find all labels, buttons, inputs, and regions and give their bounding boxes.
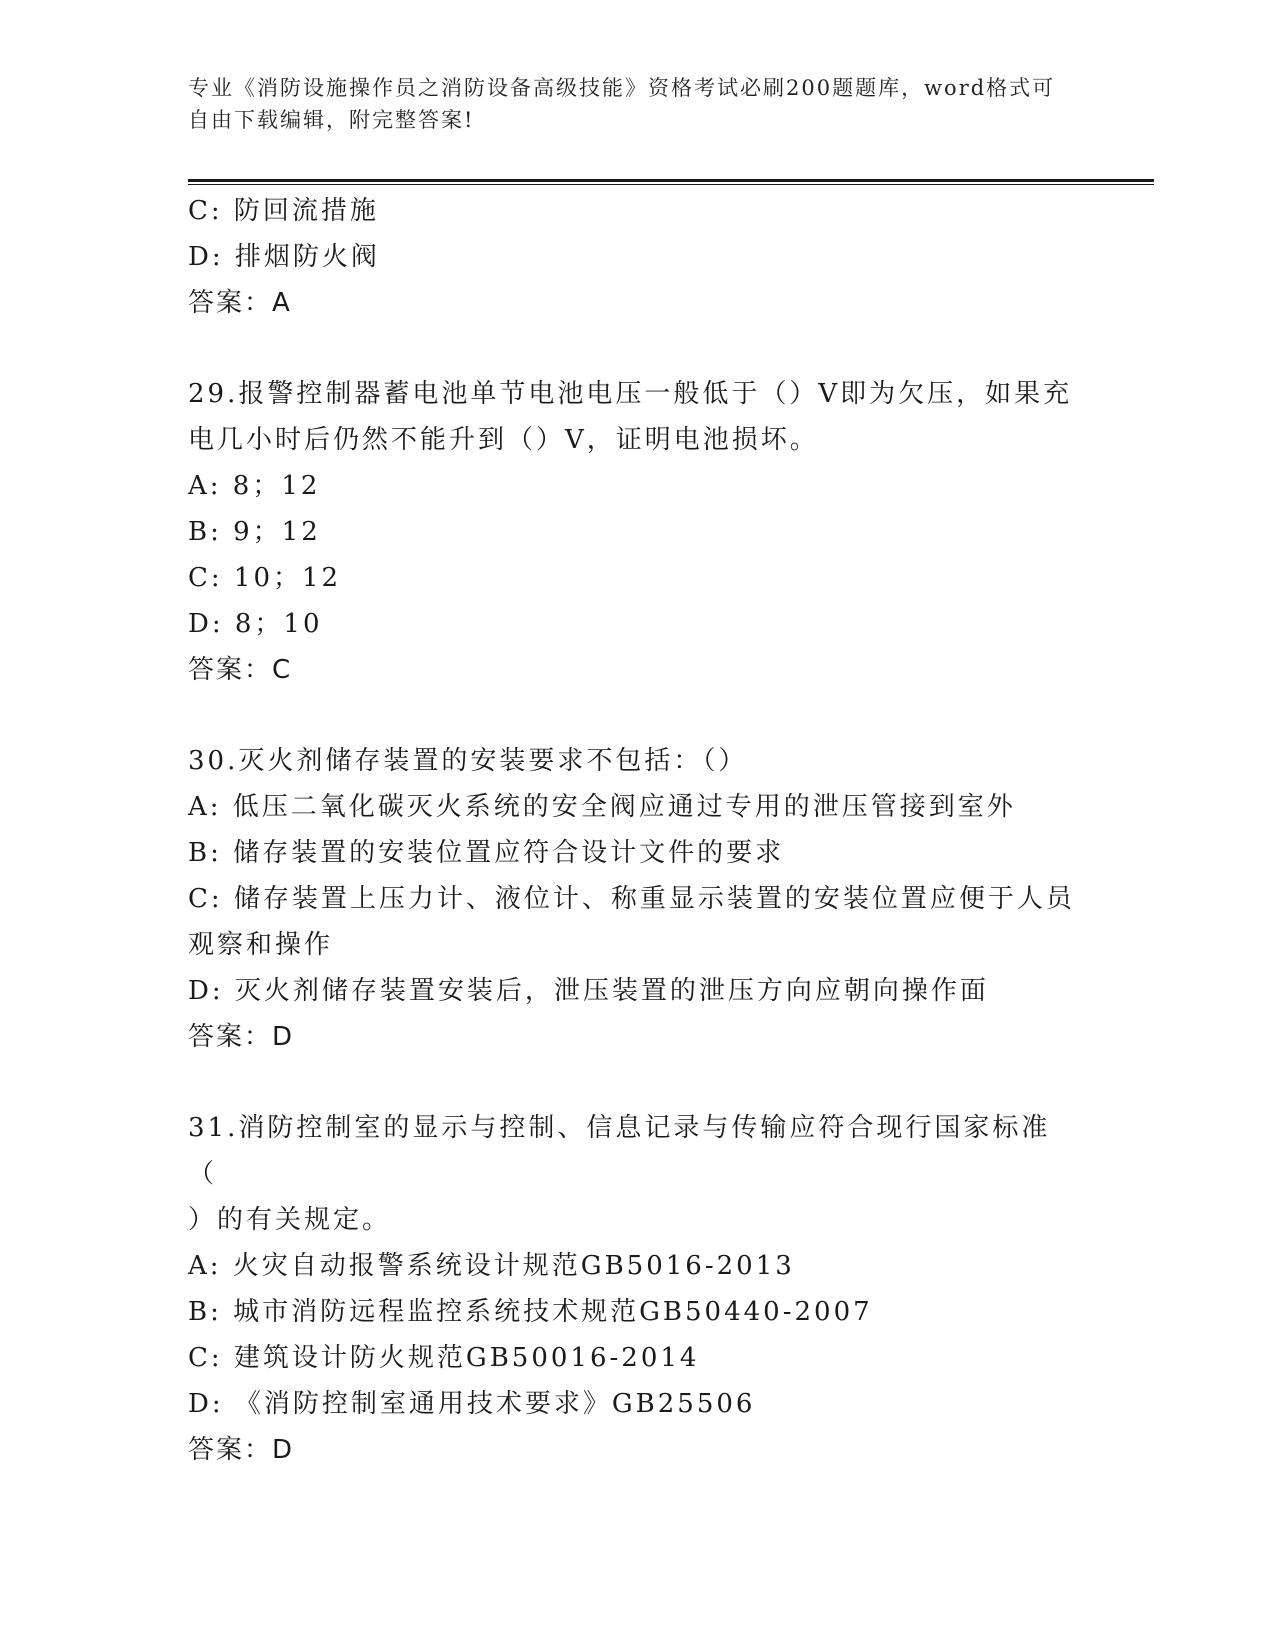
option-b: B: 储存装置的安装位置应符合设计文件的要求 <box>188 838 785 868</box>
option-c: C: 10；12 <box>188 563 342 593</box>
option-d: D: 《消防控制室通用技术要求》GB25506 <box>188 1389 756 1419</box>
option-c: C: 建筑设计防火规范GB50016-2014 <box>188 1343 700 1373</box>
spacer <box>188 1060 1078 1105</box>
option-d: D: 8；10 <box>188 609 323 639</box>
question-stem: 31.消防控制室的显示与控制、信息记录与传输应符合现行国家标准（ <box>188 1113 1051 1189</box>
question-29 <box>188 371 1078 693</box>
question-31 <box>188 1105 1078 1473</box>
answer-line: 答案：A <box>188 288 292 318</box>
option-d: D: 灭火剂储存装置安装后，泄压装置的泄压方向应朝向操作面 <box>188 976 989 1006</box>
option-a: A: 低压二氧化碳灭火系统的安全阀应通过专用的泄压管接到室外 <box>188 792 1016 822</box>
answer-line: 答案：C <box>188 655 293 685</box>
page-header: 专业《消防设施操作员之消防设备高级技能》资格考试必刷200题题库，word格式可自由下载编辑，附完整答案! <box>188 76 1056 132</box>
option-b: B: 9；12 <box>188 517 321 547</box>
header-rule-thin <box>188 184 1154 185</box>
question-stem: 30.灭火剂储存装置的安装要求不包括：（） <box>188 746 748 776</box>
option-c: C: 储存装置上压力计、液位计、称重显示装置的安装位置应便于人员 <box>188 884 1075 914</box>
question-stem: ）的有关规定。 <box>188 1205 392 1235</box>
continued-question <box>188 188 1078 326</box>
option-c-continued: 观察和操作 <box>188 930 334 960</box>
question-30 <box>188 738 1078 1060</box>
header-rule-thick <box>188 179 1154 182</box>
spacer <box>188 326 1078 371</box>
question-stem: 29.报警控制器蓄电池单节电池电压一般低于（）V即为欠压，如果充 <box>188 379 1073 409</box>
option-a: A: 火灾自动报警系统设计规范GB5016-2013 <box>188 1251 795 1281</box>
option-a: A: 8；12 <box>188 471 321 501</box>
answer-line: 答案：D <box>188 1022 295 1052</box>
option-b: B: 城市消防远程监控系统技术规范GB50440-2007 <box>188 1297 873 1327</box>
answer-line: 答案：D <box>188 1435 295 1465</box>
option-d: D: 排烟防火阀 <box>188 242 380 272</box>
question-stem: 电几小时后仍然不能升到（）V，证明电池损坏。 <box>188 425 819 455</box>
question-content <box>188 188 1078 1473</box>
option-c: C: 防回流措施 <box>188 196 379 226</box>
spacer <box>188 693 1078 738</box>
